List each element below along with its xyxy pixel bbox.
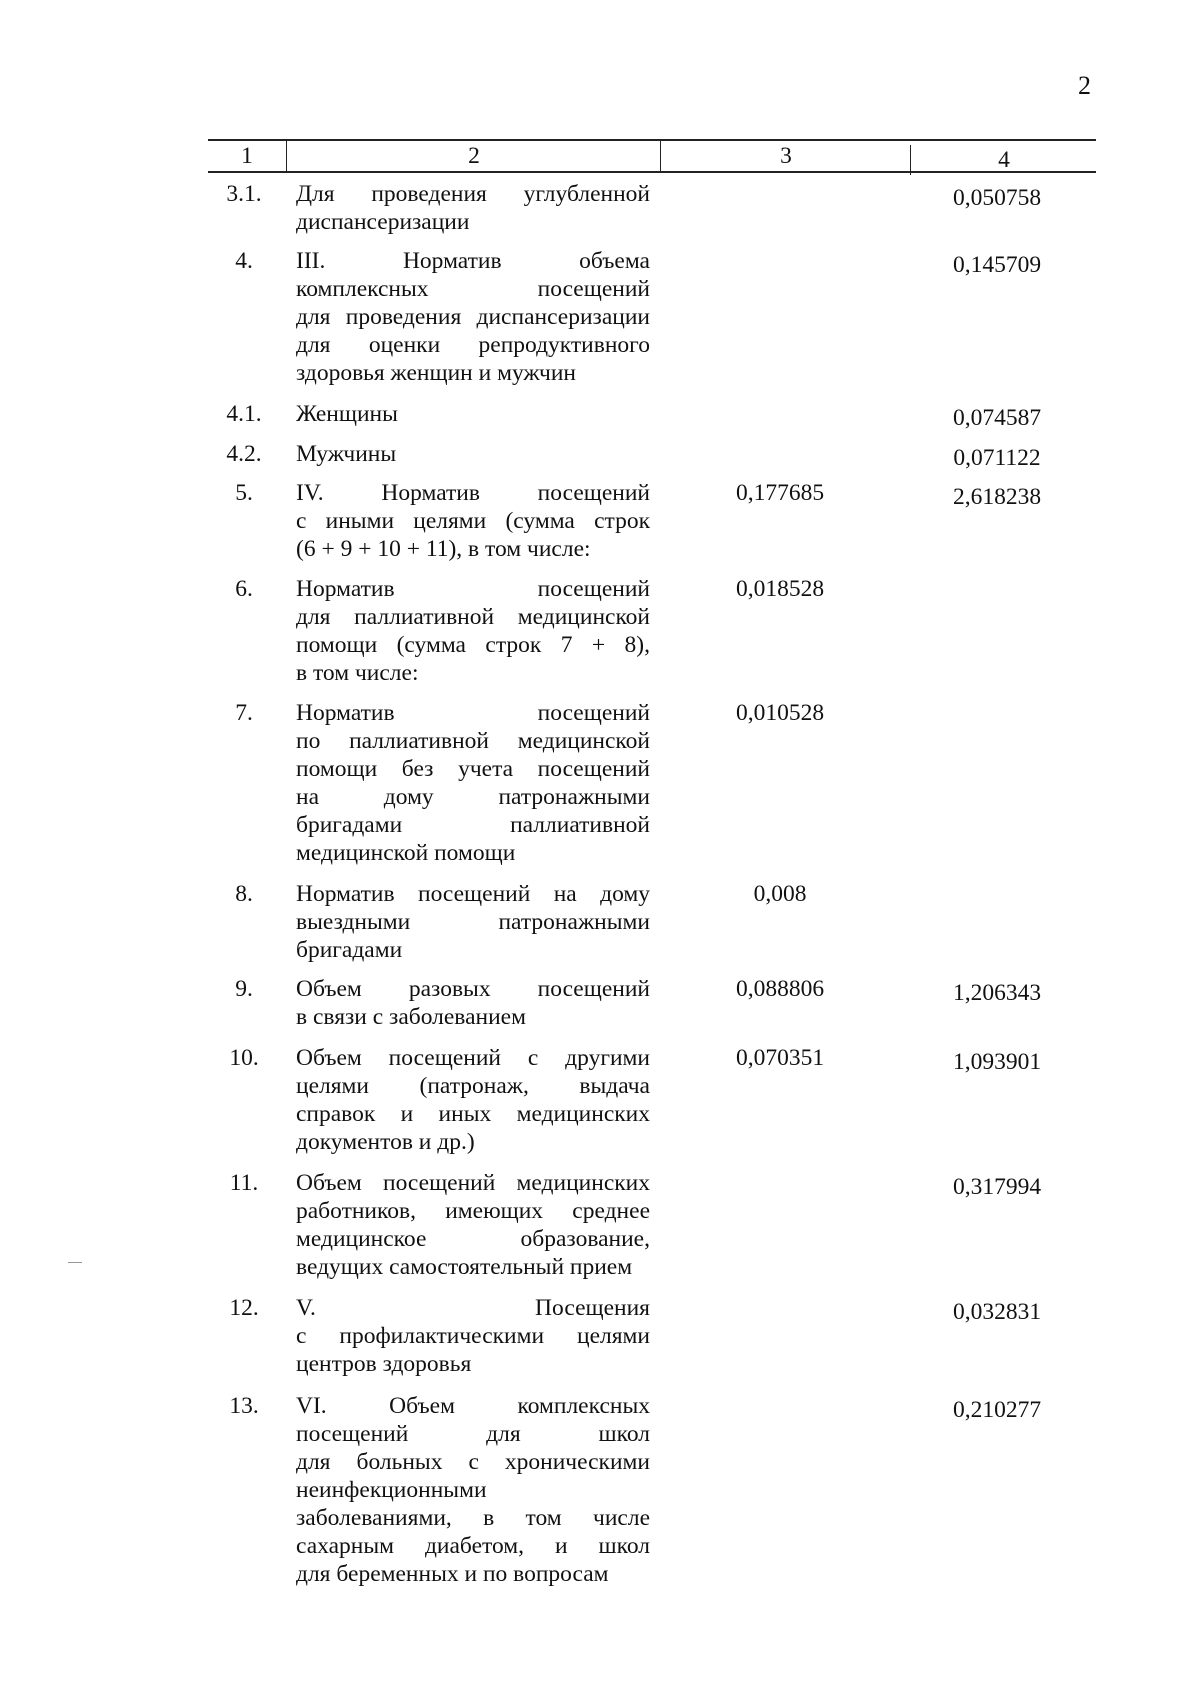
- col3-value: 0,088806: [735, 976, 825, 1002]
- description-line: для беременных и по вопросам: [296, 1561, 609, 1587]
- row-description: [296, 1392, 650, 1588]
- row-number: 10.: [229, 1045, 259, 1071]
- description-line: сахарным диабетом, и школ: [296, 1533, 650, 1559]
- row-number: 3.1.: [226, 181, 262, 207]
- description-line: комплексных посещений: [296, 276, 650, 302]
- description-line: Объем разовых посещений: [296, 976, 650, 1002]
- page-number: 2: [1078, 71, 1091, 100]
- col4-value: 0,210277: [952, 1397, 1042, 1423]
- col3-value: 0,008: [753, 881, 807, 907]
- description-line: по паллиативной медицинской: [296, 728, 650, 754]
- description-line: в связи с заболеванием: [296, 1004, 526, 1030]
- description-line: справок и иных медицинских: [296, 1101, 650, 1127]
- description-line: Норматив посещений: [296, 700, 650, 726]
- description-line: посещений для школ: [296, 1421, 650, 1447]
- row-description: [296, 575, 650, 687]
- description-line: (6 + 9 + 10 + 11), в том числе:: [296, 536, 591, 562]
- col3-value: 0,070351: [735, 1045, 825, 1071]
- row-description: [296, 1294, 650, 1378]
- col4-value: 0,074587: [952, 405, 1042, 431]
- col4-value: 1,206343: [952, 980, 1042, 1006]
- row-description: [296, 880, 650, 964]
- row-number: 7.: [235, 700, 253, 726]
- col4-value: 2,618238: [952, 484, 1042, 510]
- row-number: 4.: [235, 248, 253, 274]
- description-line: ведущих самостоятельный прием: [296, 1254, 633, 1280]
- row-number: 11.: [229, 1170, 259, 1196]
- col3-value: 0,177685: [735, 480, 825, 506]
- description-line: для оценки репродуктивного: [296, 332, 650, 358]
- description-line: в том числе:: [296, 660, 419, 686]
- row-number: 8.: [235, 881, 253, 907]
- description-line: бригадами паллиативной: [296, 812, 650, 838]
- row-number: 9.: [235, 976, 253, 1002]
- col3-value: 0,010528: [735, 700, 825, 726]
- description-line: Для проведения углубленной: [296, 181, 650, 207]
- table-header: [208, 139, 1096, 173]
- col3-value: 0,018528: [735, 576, 825, 602]
- row-description: [296, 975, 650, 1031]
- description-line: с профилактическими целями: [296, 1323, 650, 1349]
- header-col-4: 4: [910, 145, 1097, 175]
- row-description: [296, 440, 650, 468]
- description-line: Норматив посещений на дому: [296, 881, 650, 907]
- description-line: Женщины: [296, 401, 398, 427]
- row-description: [296, 699, 650, 867]
- col4-value: 0,050758: [952, 185, 1042, 211]
- description-line: Норматив посещений: [296, 576, 650, 602]
- row-number: 5.: [235, 480, 253, 506]
- description-line: помощи (сумма строк 7 + 8),: [296, 632, 650, 658]
- description-line: работников, имеющих среднее: [296, 1198, 650, 1224]
- row-number: 13.: [229, 1393, 259, 1419]
- description-line: выездными патронажными: [296, 909, 650, 935]
- description-line: с иными целями (сумма строк: [296, 508, 650, 534]
- description-line: для проведения диспансеризации: [296, 304, 650, 330]
- col4-value: 0,071122: [953, 445, 1041, 471]
- description-line: Объем посещений медицинских: [296, 1170, 650, 1196]
- row-description: [296, 1044, 650, 1156]
- col4-value: 0,317994: [952, 1174, 1042, 1200]
- header-col-2: 2: [286, 141, 661, 171]
- row-description: [296, 1169, 650, 1281]
- description-line: V. Посещения: [296, 1295, 650, 1321]
- description-line: IV. Норматив посещений: [296, 480, 650, 506]
- description-line: заболеваниями, в том числе: [296, 1505, 650, 1531]
- description-line: Мужчины: [296, 441, 397, 467]
- description-line: III. Норматив объема: [296, 248, 650, 274]
- description-line: медицинской помощи: [296, 840, 516, 866]
- row-description: [296, 400, 650, 428]
- row-number: 12.: [229, 1295, 259, 1321]
- header-col-1: 1: [241, 143, 253, 169]
- description-line: документов и др.): [296, 1129, 475, 1155]
- description-line: бригадами: [296, 937, 403, 963]
- row-description: [296, 180, 650, 236]
- description-line: для больных с хроническими: [296, 1449, 650, 1475]
- description-line: целями (патронаж, выдача: [296, 1073, 650, 1099]
- description-line: для паллиативной медицинской: [296, 604, 650, 630]
- col4-value: 1,093901: [952, 1049, 1042, 1075]
- description-line: центров здоровья: [296, 1351, 472, 1377]
- description-line: неинфекционными: [296, 1477, 487, 1503]
- col4-value: 0,145709: [952, 252, 1042, 278]
- description-line: Объем посещений с другими: [296, 1045, 650, 1071]
- description-line: на дому патронажными: [296, 784, 650, 810]
- description-line: здоровья женщин и мужчин: [296, 360, 577, 386]
- description-line: диспансеризации: [296, 209, 470, 235]
- row-description: [296, 247, 650, 387]
- header-col-3: 3: [660, 141, 911, 171]
- description-line: помощи без учета посещений: [296, 756, 650, 782]
- row-description: [296, 479, 650, 563]
- description-line: медицинское образование,: [296, 1226, 650, 1252]
- description-line: VI. Объем комплексных: [296, 1393, 650, 1419]
- row-number: 4.1.: [226, 401, 262, 427]
- row-number: 4.2.: [226, 441, 262, 467]
- scan-speck: [68, 1262, 82, 1263]
- col4-value: 0,032831: [952, 1299, 1042, 1325]
- row-number: 6.: [235, 576, 253, 602]
